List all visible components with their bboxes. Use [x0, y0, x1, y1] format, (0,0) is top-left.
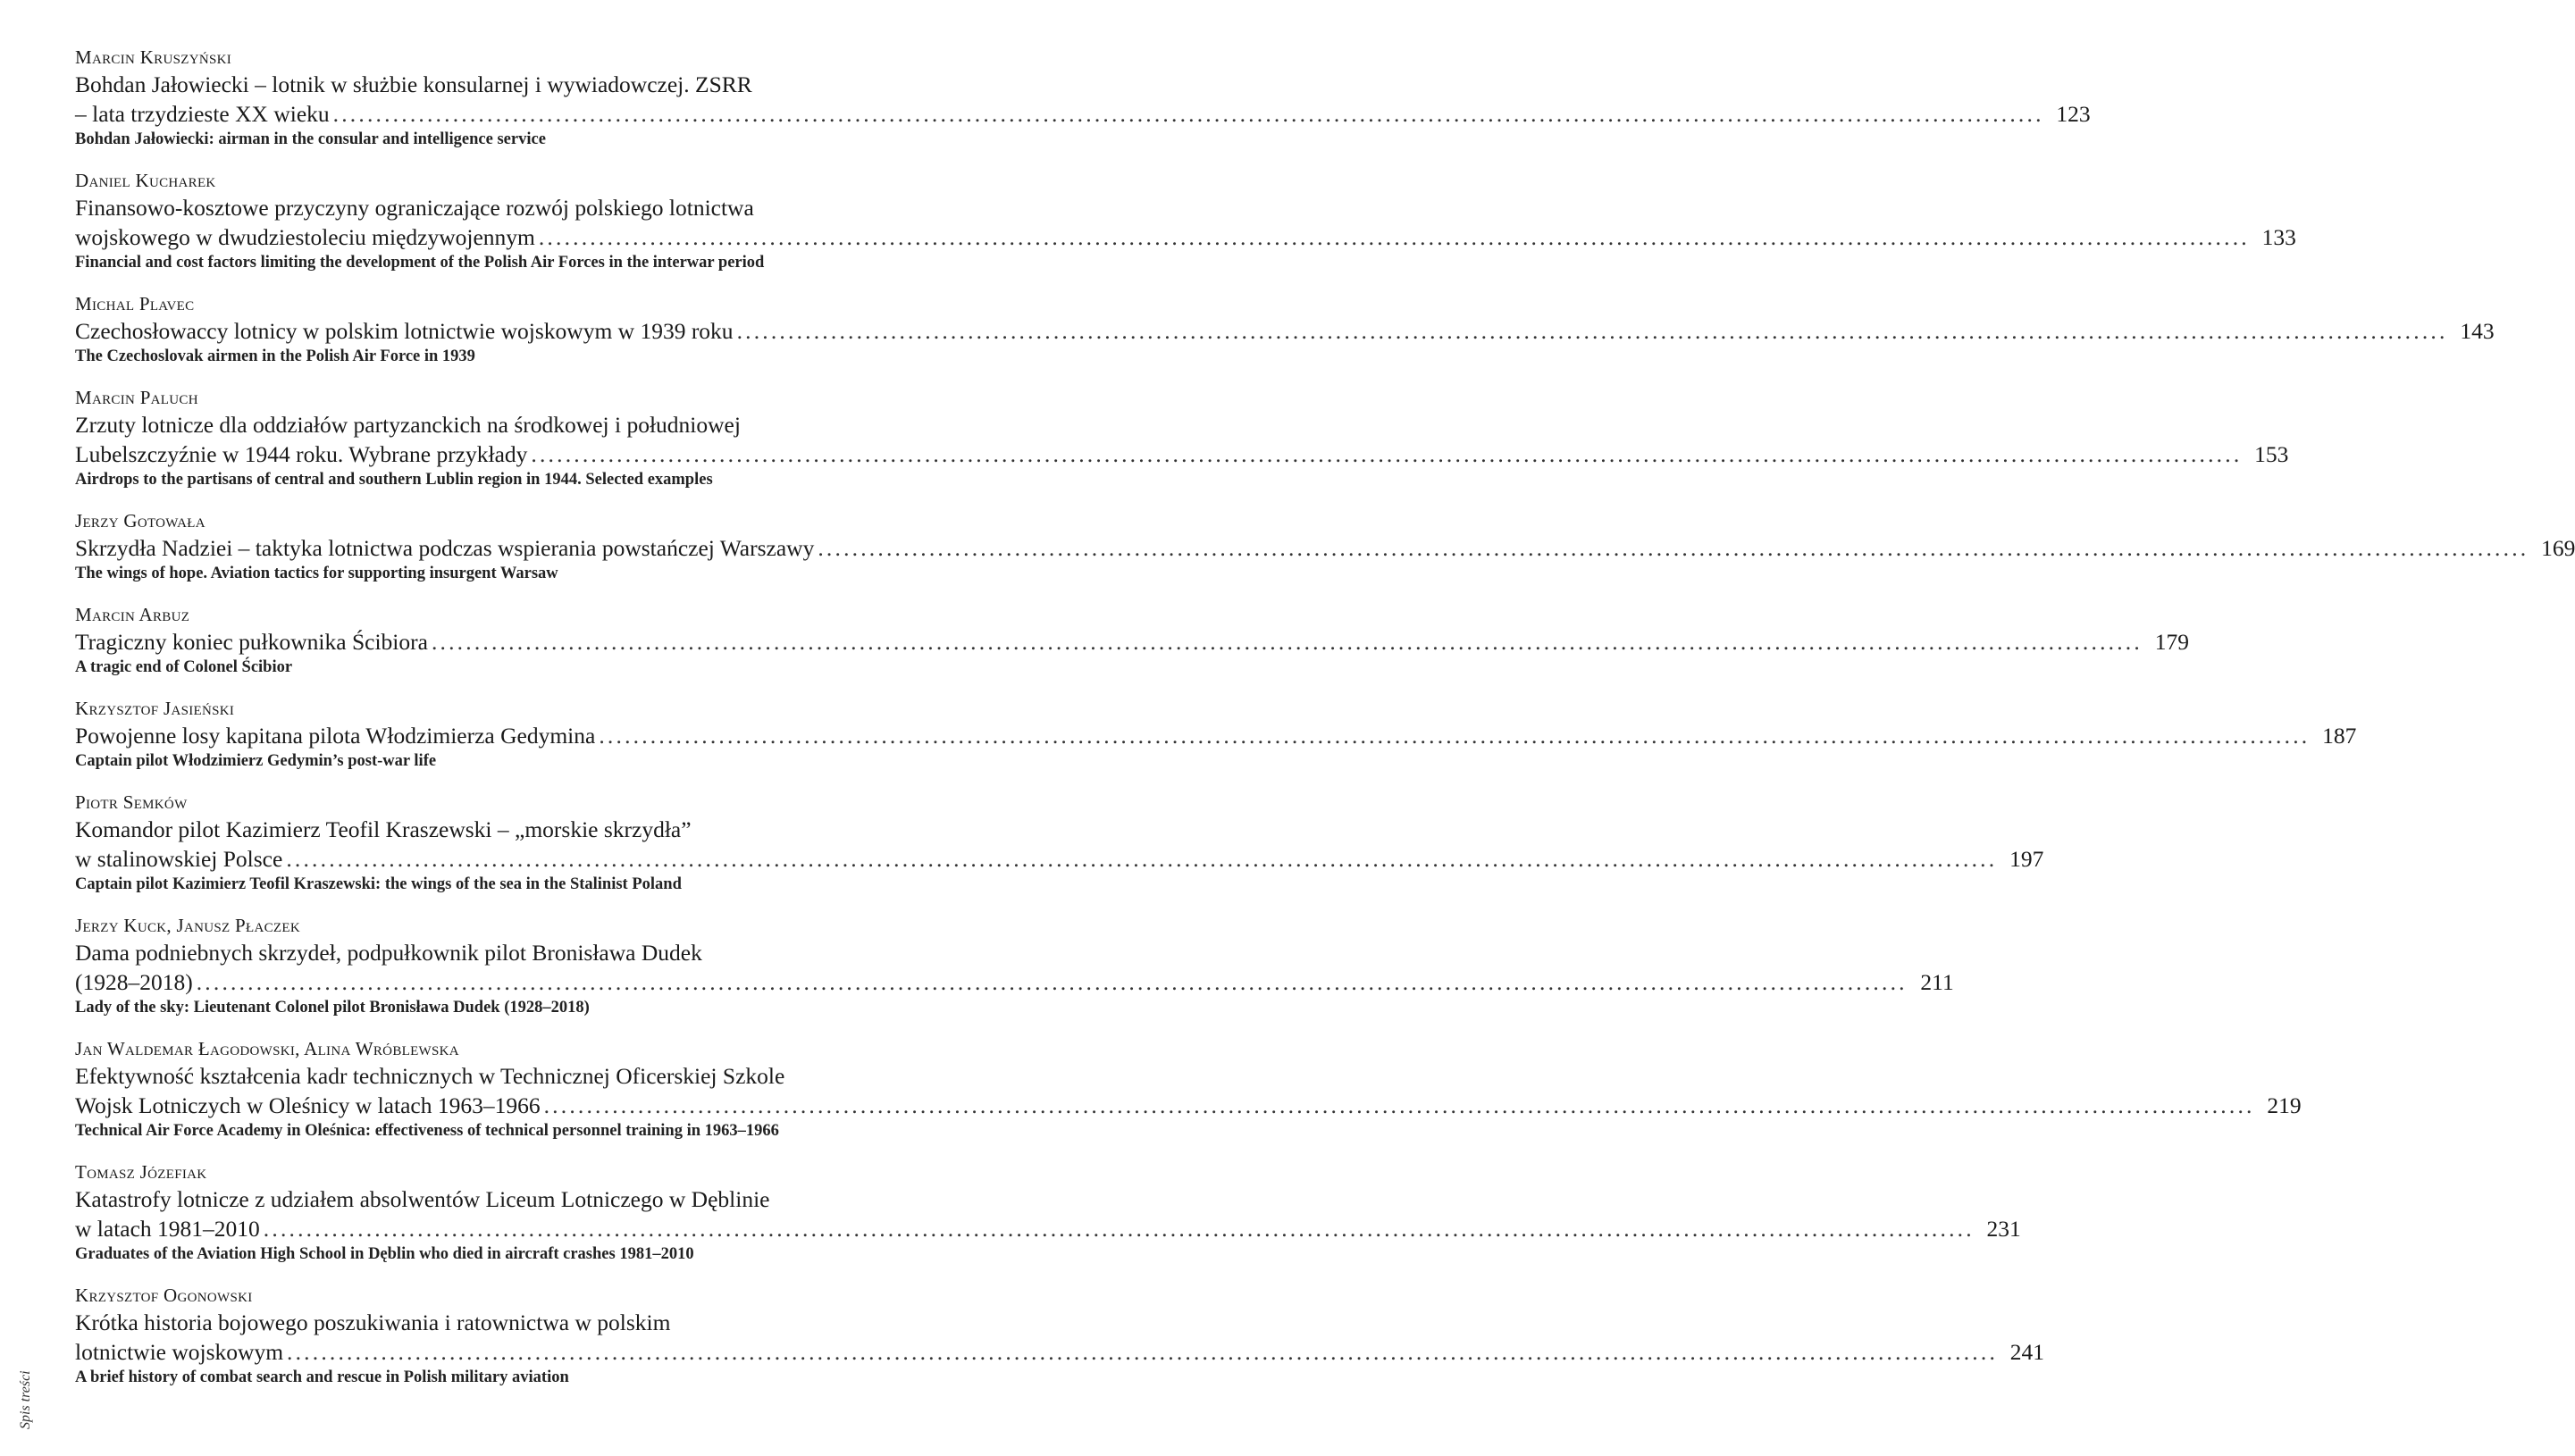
toc-entry	[75, 696, 2357, 772]
toc-title-text: Czechosłowaccy lotnicy w polskim lotnictwie wojskowym w 1939 roku	[75, 318, 734, 344]
toc-author: Jerzy Kuck, Janusz Płaczek	[75, 915, 300, 936]
table-of-contents	[75, 45, 2575, 1406]
toc-english-title: Lady of the sky: Lieutenant Colonel pilot Bronisława Dudek (1928–2018)	[75, 999, 590, 1017]
toc-leader-dots: ........................................................................................................................................................................................................	[263, 1216, 1975, 1242]
toc-leader-dots: ........................................................................................................................................................................................................	[531, 441, 2243, 467]
toc-title-line: Efektywność kształcenia kadr technicznych w Technicznej Oficerskiej Szkole	[75, 1063, 785, 1089]
toc-leader-dots: ........................................................................................................................................................................................................	[431, 629, 2143, 655]
toc-entry	[75, 790, 2044, 895]
toc-entry	[75, 385, 2289, 490]
toc-page-number: 241	[2009, 1339, 2045, 1365]
toc-title-line	[75, 1337, 2045, 1367]
toc-title-line: Katastrofy lotnicze z udziałem absolwentów Liceum Lotniczego w Dęblinie	[75, 1186, 770, 1212]
toc-entry	[75, 508, 2575, 584]
toc-author: Marcin Kruszyński	[75, 46, 232, 68]
toc-title-text: lotnictwie wojskowym	[75, 1339, 284, 1365]
toc-leader-dots: ........................................................................................................................................................................................................	[538, 224, 2250, 250]
toc-title-line	[75, 222, 2296, 252]
toc-english-title: Graduates of the Aviation High School in Dęblin who died in aircraft crashes 1981–2010	[75, 1245, 694, 1263]
toc-title-text: Skrzydła Nadziei – taktyka lotnictwa podczas wspierania powstańczej Warszawy	[75, 535, 815, 561]
toc-entry	[75, 291, 2495, 367]
toc-entry	[75, 602, 2189, 678]
toc-title-text: – lata trzydzieste XX wieku	[75, 101, 330, 127]
toc-entry	[75, 1036, 2302, 1142]
toc-page-number: 187	[2322, 723, 2357, 749]
toc-title-line: Krótka historia bojowego poszukiwania i ratownictwa w polskim	[75, 1310, 671, 1335]
toc-author: Tomasz Józefiak	[75, 1161, 207, 1183]
toc-english-title: The Czechoslovak airmen in the Polish Air Force in 1939	[75, 347, 475, 365]
toc-page-number: 211	[1920, 969, 1954, 995]
toc-entry	[75, 1159, 2021, 1265]
toc-title-text: Wojsk Lotniczych w Oleśnicy w latach 1963–1966	[75, 1092, 541, 1118]
toc-page-number: 133	[2261, 224, 2296, 250]
toc-author: Marcin Paluch	[75, 387, 198, 408]
toc-english-title: Bohdan Jałowiecki: airman in the consular and intelligence service	[75, 130, 546, 148]
toc-author: Michal Plavec	[75, 293, 195, 314]
toc-entry	[75, 45, 2091, 150]
toc-author: Krzysztof Ogonowski	[75, 1284, 253, 1306]
toc-title-text: (1928–2018)	[75, 969, 193, 995]
toc-entry	[75, 168, 2296, 273]
toc-title-line	[75, 1214, 2021, 1243]
toc-title-text: w stalinowskiej Polsce	[75, 846, 283, 872]
toc-title-line: Bohdan Jałowiecki – lotnik w służbie konsularnej i wywiadowczej. ZSRR	[75, 71, 752, 97]
toc-leader-dots: ........................................................................................................................................................................................................	[287, 1339, 1999, 1365]
toc-leader-dots: ........................................................................................................................................................................................................	[196, 969, 1908, 995]
toc-title-line	[75, 627, 2189, 657]
toc-title-text: w latach 1981–2010	[75, 1216, 260, 1242]
toc-title-line	[75, 533, 2575, 563]
toc-english-title: Airdrops to the partisans of central and southern Lublin region in 1944. Selected examples	[75, 471, 713, 489]
toc-english-title: Financial and cost factors limiting the development of the Polish Air Forces in the interwar period	[75, 254, 765, 272]
toc-leader-dots: ........................................................................................................................................................................................................	[736, 318, 2448, 344]
toc-author: Jerzy Gotowała	[75, 510, 205, 531]
toc-title-line	[75, 316, 2495, 346]
toc-title-line	[75, 99, 2091, 129]
toc-title-line	[75, 844, 2044, 874]
toc-page-number: 179	[2154, 629, 2189, 655]
toc-title-line: Komandor pilot Kazimierz Teofil Kraszewski – „morskie skrzydła”	[75, 816, 692, 842]
toc-author: Marcin Arbuz	[75, 604, 190, 625]
toc-title-text: Tragiczny koniec pułkownika Ścibiora	[75, 629, 428, 655]
toc-title-text: wojskowego w dwudziestoleciu międzywojennym	[75, 224, 535, 250]
toc-leader-dots: ........................................................................................................................................................................................................	[543, 1092, 2255, 1118]
toc-author: Daniel Kucharek	[75, 170, 216, 191]
toc-english-title: Technical Air Force Academy in Oleśnica: effectiveness of technical personnel training in 1963–1966	[75, 1122, 779, 1140]
toc-entry	[75, 1283, 2045, 1388]
toc-page-number: 231	[1986, 1216, 2021, 1242]
toc-title-line	[75, 439, 2289, 469]
page-side-label: Spis treści	[18, 1370, 33, 1429]
toc-english-title: A tragic end of Colonel Ścibior	[75, 658, 293, 676]
toc-title-line	[75, 967, 1954, 997]
toc-leader-dots: ........................................................................................................................................................................................................	[332, 101, 2044, 127]
toc-page-number: 169	[2541, 535, 2575, 561]
toc-title-line	[75, 721, 2357, 750]
toc-page-number: 219	[2267, 1092, 2302, 1118]
toc-title-line	[75, 1091, 2302, 1120]
toc-english-title: A brief history of combat search and rescue in Polish military aviation	[75, 1368, 569, 1386]
toc-title-text: Powojenne losy kapitana pilota Włodzimierza Gedymina	[75, 723, 596, 749]
toc-english-title: Captain pilot Włodzimierz Gedymin’s post-war life	[75, 752, 437, 770]
toc-leader-dots: ........................................................................................................................................................................................................	[286, 846, 1998, 872]
toc-title-line: Zrzuty lotnicze dla oddziałów partyzanckich na środkowej i południowej	[75, 412, 741, 438]
toc-page-number: 197	[2009, 846, 2044, 872]
toc-author: Krzysztof Jasieński	[75, 698, 235, 719]
toc-page-number: 123	[2056, 101, 2091, 127]
toc-leader-dots: ........................................................................................................................................................................................................	[599, 723, 2311, 749]
toc-page-number: 143	[2460, 318, 2495, 344]
toc-entry	[75, 913, 1954, 1018]
toc-title-line: Finansowo-kosztowe przyczyny ograniczające rozwój polskiego lotnictwa	[75, 195, 754, 221]
toc-title-line: Dama podniebnych skrzydeł, podpułkownik pilot Bronisława Dudek	[75, 940, 702, 966]
toc-page-number: 153	[2254, 441, 2289, 467]
toc-english-title: Captain pilot Kazimierz Teofil Kraszewski: the wings of the sea in the Stalinist Poland	[75, 875, 682, 893]
toc-title-text: Lubelszczyźnie w 1944 roku. Wybrane przykłady	[75, 441, 528, 467]
toc-author: Piotr Semków	[75, 791, 188, 813]
toc-english-title: The wings of hope. Aviation tactics for supporting insurgent Warsaw	[75, 565, 558, 582]
toc-leader-dots: ........................................................................................................................................................................................................	[818, 535, 2529, 561]
toc-author: Jan Waldemar Łagodowski, Alina Wróblewska	[75, 1038, 459, 1059]
